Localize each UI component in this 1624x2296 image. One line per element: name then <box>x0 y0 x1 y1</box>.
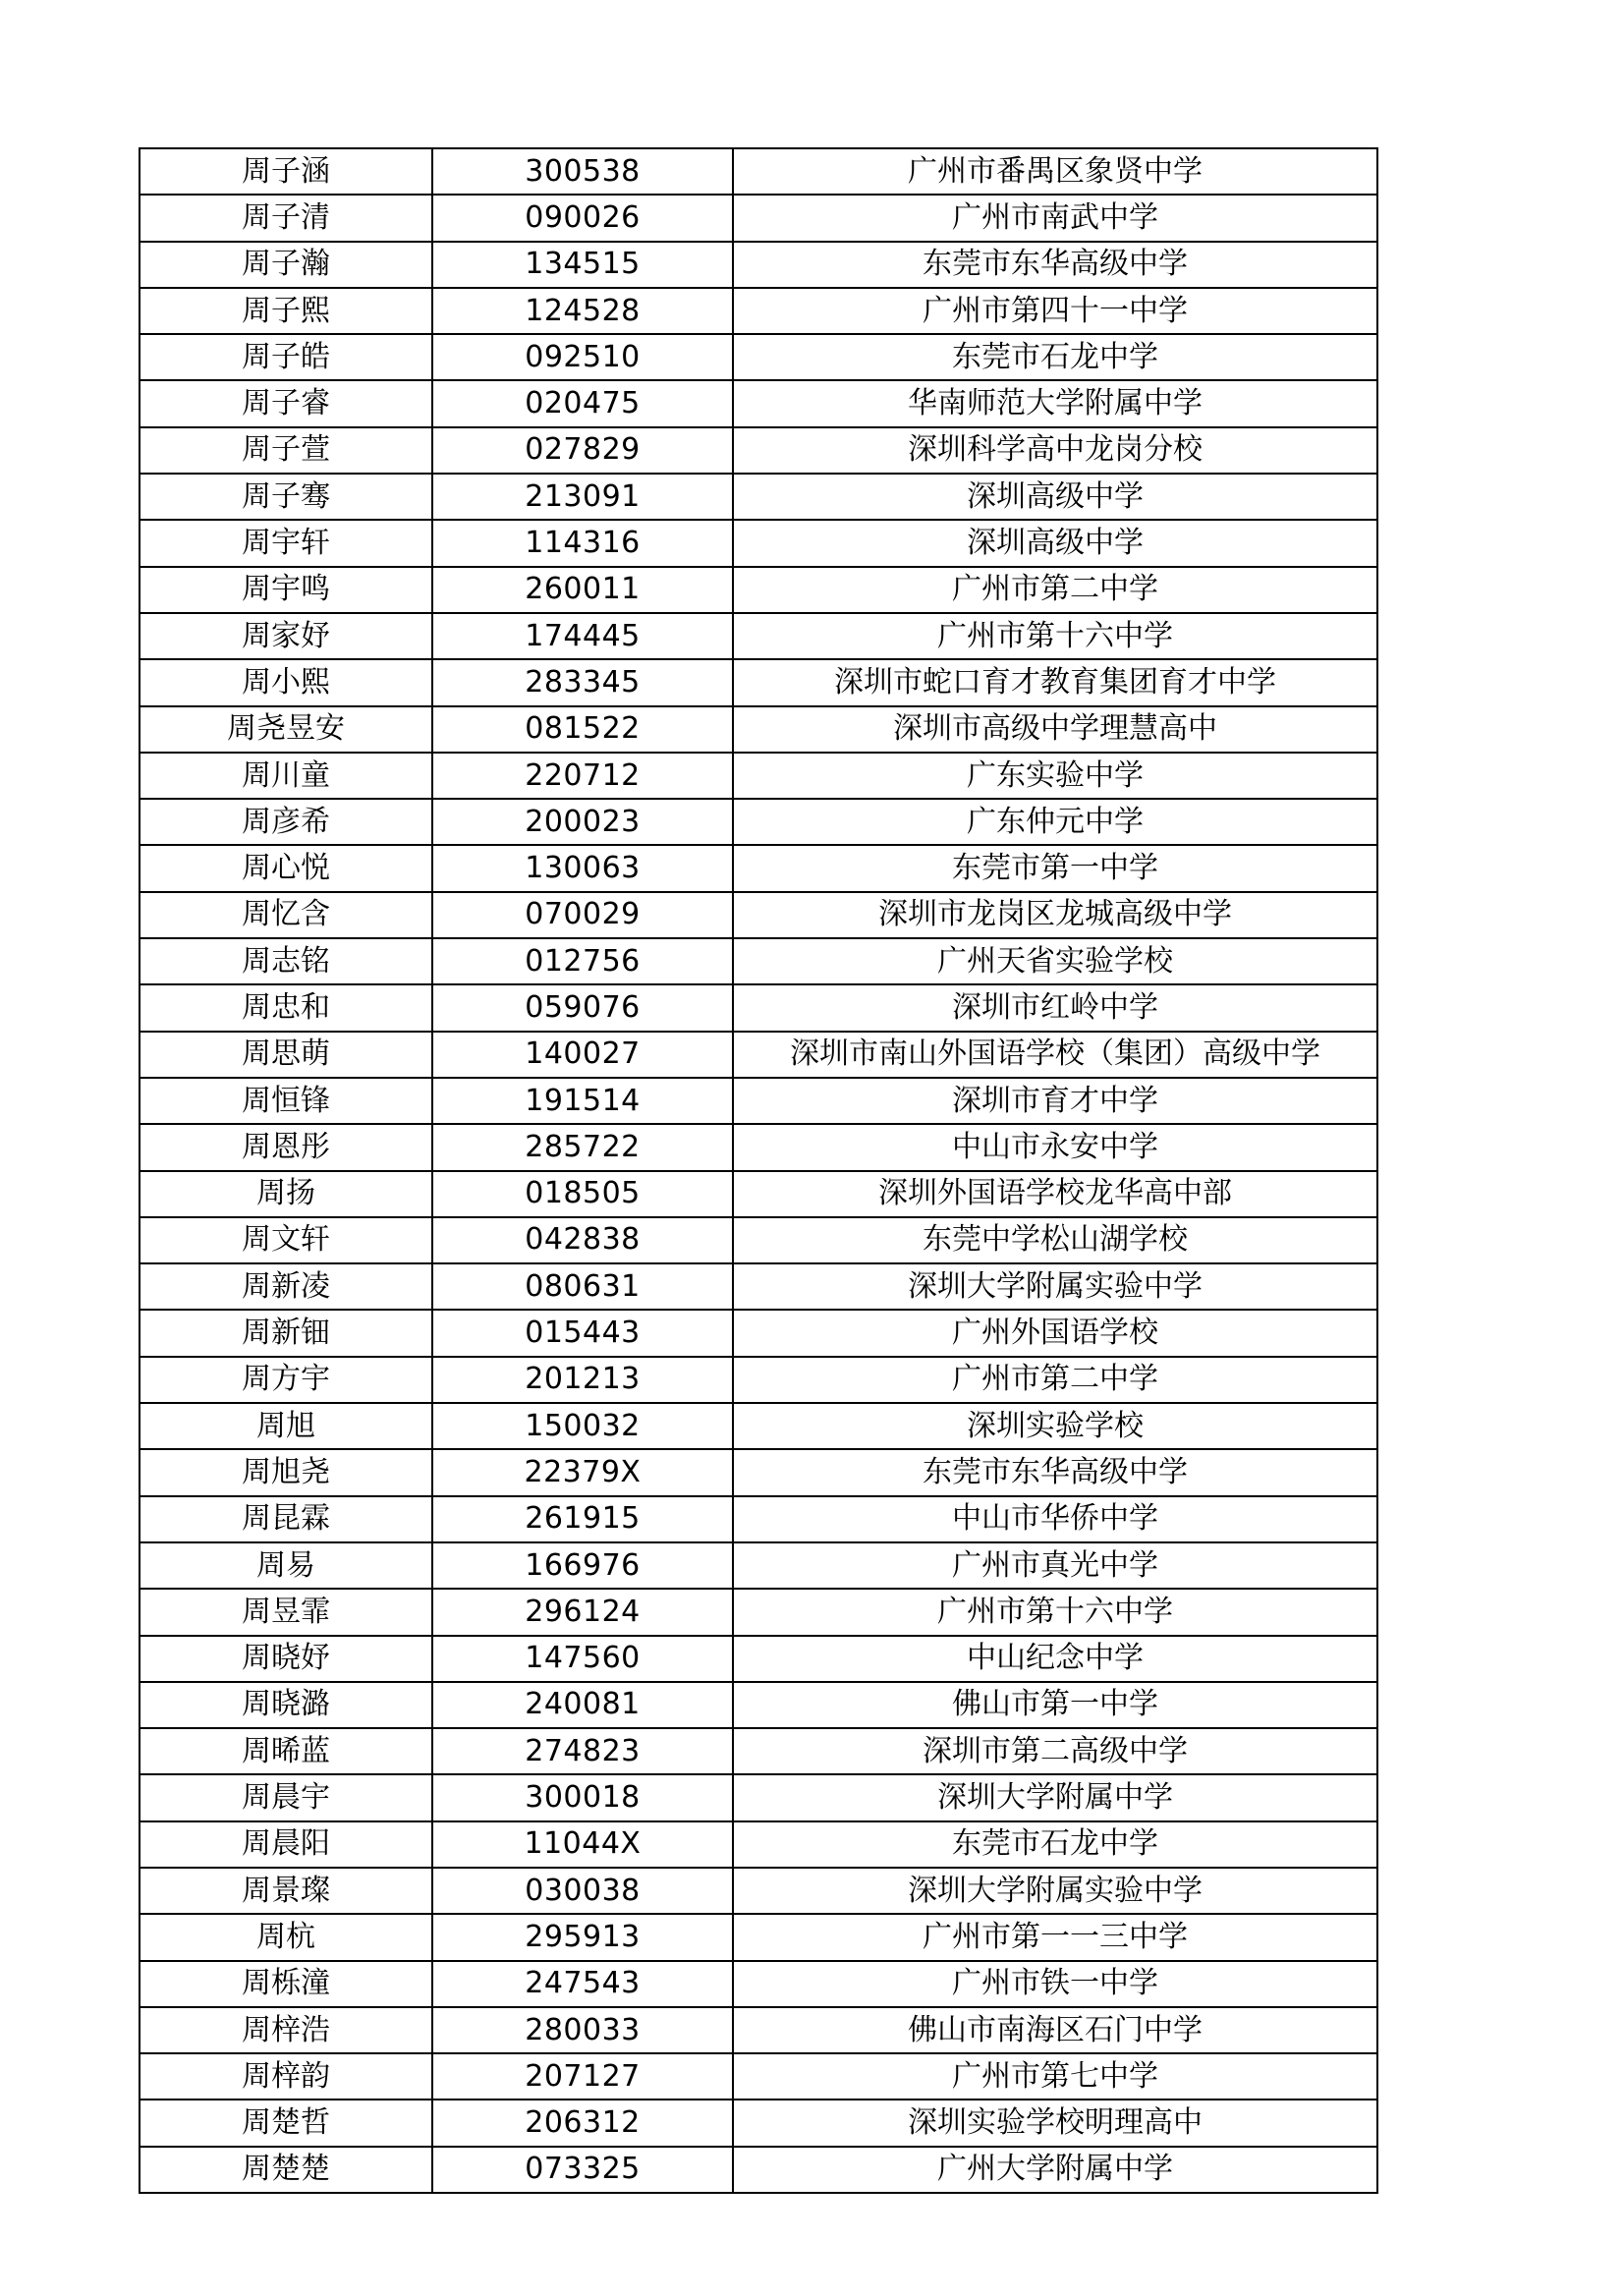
school-name-cell: 广州市番禺区象贤中学 <box>733 148 1377 195</box>
student-id-cell: 027829 <box>432 427 733 474</box>
student-name-cell: 周杭 <box>140 1914 432 1960</box>
student-id-cell: 092510 <box>432 334 733 380</box>
table-row <box>140 1821 1377 1868</box>
student-id-cell: 015443 <box>432 1310 733 1356</box>
student-id-cell: 274823 <box>432 1728 733 1774</box>
school-name-cell: 深圳外国语学校龙华高中部 <box>733 1171 1377 1217</box>
student-id-cell: 140027 <box>432 1032 733 1078</box>
student-name-cell: 周子涵 <box>140 148 432 195</box>
school-name-cell: 中山纪念中学 <box>733 1636 1377 1682</box>
school-name-cell: 东莞中学松山湖学校 <box>733 1217 1377 1263</box>
student-id-cell: 295913 <box>432 1914 733 1960</box>
student-id-cell: 012756 <box>432 938 733 984</box>
school-name-cell: 深圳大学附属实验中学 <box>733 1868 1377 1914</box>
table-row <box>140 1449 1377 1495</box>
student-name-cell: 周宇鸣 <box>140 567 432 613</box>
school-name-cell: 广州市第十六中学 <box>733 1589 1377 1635</box>
table-row <box>140 1263 1377 1310</box>
student-name-cell: 周川童 <box>140 753 432 799</box>
student-id-cell: 114316 <box>432 520 733 566</box>
student-id-cell: 261915 <box>432 1496 733 1542</box>
student-name-cell: 周扬 <box>140 1171 432 1217</box>
school-name-cell: 广州市第十六中学 <box>733 613 1377 659</box>
student-name-cell: 周子睿 <box>140 380 432 426</box>
student-id-cell: 018505 <box>432 1171 733 1217</box>
student-id-cell: 090026 <box>432 195 733 241</box>
table-row <box>140 1124 1377 1170</box>
table-row <box>140 1682 1377 1728</box>
student-id-cell: 200023 <box>432 799 733 845</box>
student-id-cell: 124528 <box>432 288 733 334</box>
table-row <box>140 845 1377 891</box>
student-name-cell: 周忆含 <box>140 892 432 938</box>
school-name-cell: 深圳市红岭中学 <box>733 984 1377 1031</box>
student-id-cell: 042838 <box>432 1217 733 1263</box>
student-name-cell: 周恒锋 <box>140 1078 432 1124</box>
student-id-cell: 206312 <box>432 2100 733 2146</box>
student-name-cell: 周昱霏 <box>140 1589 432 1635</box>
student-name-cell: 周子皓 <box>140 334 432 380</box>
table-row <box>140 753 1377 799</box>
school-name-cell: 深圳大学附属中学 <box>733 1774 1377 1820</box>
student-id-cell: 150032 <box>432 1403 733 1449</box>
student-name-cell: 周楚楚 <box>140 2147 432 2193</box>
school-name-cell: 中山市华侨中学 <box>733 1496 1377 1542</box>
school-name-cell: 东莞市石龙中学 <box>733 1821 1377 1868</box>
school-name-cell: 东莞市东华高级中学 <box>733 1449 1377 1495</box>
student-name-cell: 周晨宇 <box>140 1774 432 1820</box>
table-row <box>140 242 1377 288</box>
school-name-cell: 华南师范大学附属中学 <box>733 380 1377 426</box>
school-name-cell: 广东仲元中学 <box>733 799 1377 845</box>
student-id-cell: 300018 <box>432 1774 733 1820</box>
school-name-cell: 广州市铁一中学 <box>733 1961 1377 2007</box>
student-name-cell: 周忠和 <box>140 984 432 1031</box>
student-id-cell: 22379X <box>432 1449 733 1495</box>
student-id-cell: 166976 <box>432 1542 733 1589</box>
student-name-cell: 周晓潞 <box>140 1682 432 1728</box>
school-name-cell: 深圳实验学校 <box>733 1403 1377 1449</box>
student-id-cell: 070029 <box>432 892 733 938</box>
table-row <box>140 380 1377 426</box>
student-id-cell: 213091 <box>432 474 733 520</box>
table-row <box>140 1310 1377 1356</box>
student-id-cell: 147560 <box>432 1636 733 1682</box>
table-row <box>140 2007 1377 2053</box>
school-name-cell: 深圳大学附属实验中学 <box>733 1263 1377 1310</box>
school-name-cell: 广州市第七中学 <box>733 2053 1377 2100</box>
school-name-cell: 佛山市南海区石门中学 <box>733 2007 1377 2053</box>
school-name-cell: 广州天省实验学校 <box>733 938 1377 984</box>
school-name-cell: 广州市第二中学 <box>733 1357 1377 1403</box>
student-name-cell: 周新凌 <box>140 1263 432 1310</box>
school-name-cell: 深圳实验学校明理高中 <box>733 2100 1377 2146</box>
student-name-cell: 周晨阳 <box>140 1821 432 1868</box>
student-name-cell: 周子萱 <box>140 427 432 474</box>
school-name-cell: 深圳市第二高级中学 <box>733 1728 1377 1774</box>
student-id-cell: 220712 <box>432 753 733 799</box>
student-name-cell: 周尧昱安 <box>140 706 432 753</box>
student-name-cell: 周景璨 <box>140 1868 432 1914</box>
student-id-cell: 073325 <box>432 2147 733 2193</box>
table-row <box>140 938 1377 984</box>
school-name-cell: 广州市南武中学 <box>733 195 1377 241</box>
school-name-cell: 深圳市育才中学 <box>733 1078 1377 1124</box>
table-row <box>140 520 1377 566</box>
student-id-cell: 285722 <box>432 1124 733 1170</box>
school-name-cell: 东莞市石龙中学 <box>733 334 1377 380</box>
student-name-cell: 周子瀚 <box>140 242 432 288</box>
table-row <box>140 1774 1377 1820</box>
student-name-cell: 周新钿 <box>140 1310 432 1356</box>
school-name-cell: 深圳市蛇口育才教育集团育才中学 <box>733 659 1377 705</box>
roster-sheet <box>139 147 1376 2194</box>
student-id-cell: 059076 <box>432 984 733 1031</box>
student-id-cell: 174445 <box>432 613 733 659</box>
student-name-cell: 周彦希 <box>140 799 432 845</box>
table-row <box>140 567 1377 613</box>
table-row <box>140 1496 1377 1542</box>
student-id-cell: 247543 <box>432 1961 733 2007</box>
school-name-cell: 深圳市南山外国语学校（集团）高级中学 <box>733 1032 1377 1078</box>
school-name-cell: 广州市第四十一中学 <box>733 288 1377 334</box>
table-row <box>140 1542 1377 1589</box>
student-name-cell: 周思萌 <box>140 1032 432 1078</box>
student-name-cell: 周栎潼 <box>140 1961 432 2007</box>
school-name-cell: 中山市永安中学 <box>733 1124 1377 1170</box>
roster-table-body <box>140 148 1377 2193</box>
school-name-cell: 广州市第二中学 <box>733 567 1377 613</box>
student-name-cell: 周家妤 <box>140 613 432 659</box>
table-row <box>140 288 1377 334</box>
table-row <box>140 1728 1377 1774</box>
student-id-cell: 201213 <box>432 1357 733 1403</box>
table-row <box>140 1357 1377 1403</box>
student-name-cell: 周昆霖 <box>140 1496 432 1542</box>
student-name-cell: 周心悦 <box>140 845 432 891</box>
student-id-cell: 11044X <box>432 1821 733 1868</box>
table-row <box>140 613 1377 659</box>
student-id-cell: 283345 <box>432 659 733 705</box>
student-name-cell: 周子清 <box>140 195 432 241</box>
student-name-cell: 周志铭 <box>140 938 432 984</box>
school-name-cell: 东莞市东华高级中学 <box>733 242 1377 288</box>
school-name-cell: 深圳科学高中龙岗分校 <box>733 427 1377 474</box>
table-row <box>140 1217 1377 1263</box>
student-name-cell: 周梓浩 <box>140 2007 432 2053</box>
student-id-cell: 030038 <box>432 1868 733 1914</box>
student-name-cell: 周小熙 <box>140 659 432 705</box>
student-id-cell: 260011 <box>432 567 733 613</box>
table-row <box>140 334 1377 380</box>
student-id-cell: 134515 <box>432 242 733 288</box>
table-row <box>140 706 1377 753</box>
student-id-cell: 081522 <box>432 706 733 753</box>
table-row <box>140 659 1377 705</box>
table-row <box>140 1636 1377 1682</box>
school-name-cell: 深圳高级中学 <box>733 520 1377 566</box>
table-row <box>140 1868 1377 1914</box>
student-id-cell: 080631 <box>432 1263 733 1310</box>
table-row <box>140 1589 1377 1635</box>
table-row <box>140 1078 1377 1124</box>
student-id-cell: 207127 <box>432 2053 733 2100</box>
school-name-cell: 广州大学附属中学 <box>733 2147 1377 2193</box>
school-name-cell: 深圳高级中学 <box>733 474 1377 520</box>
school-name-cell: 广州市第一一三中学 <box>733 1914 1377 1960</box>
school-name-cell: 广东实验中学 <box>733 753 1377 799</box>
student-id-cell: 240081 <box>432 1682 733 1728</box>
student-name-cell: 周文轩 <box>140 1217 432 1263</box>
student-name-cell: 周子熙 <box>140 288 432 334</box>
student-id-cell: 296124 <box>432 1589 733 1635</box>
table-row <box>140 148 1377 195</box>
student-name-cell: 周旭 <box>140 1403 432 1449</box>
student-name-cell: 周梓韵 <box>140 2053 432 2100</box>
school-name-cell: 广州外国语学校 <box>733 1310 1377 1356</box>
table-row <box>140 2100 1377 2146</box>
student-name-cell: 周楚哲 <box>140 2100 432 2146</box>
student-id-cell: 020475 <box>432 380 733 426</box>
student-id-cell: 130063 <box>432 845 733 891</box>
student-id-cell: 300538 <box>432 148 733 195</box>
table-row <box>140 984 1377 1031</box>
student-name-cell: 周宇轩 <box>140 520 432 566</box>
student-name-cell: 周旭尧 <box>140 1449 432 1495</box>
table-row <box>140 799 1377 845</box>
student-name-cell: 周晞蓝 <box>140 1728 432 1774</box>
school-name-cell: 佛山市第一中学 <box>733 1682 1377 1728</box>
table-row <box>140 474 1377 520</box>
table-row <box>140 1961 1377 2007</box>
table-row <box>140 1171 1377 1217</box>
table-row <box>140 1032 1377 1078</box>
school-name-cell: 深圳市龙岗区龙城高级中学 <box>733 892 1377 938</box>
roster-table <box>139 147 1378 2194</box>
table-row <box>140 195 1377 241</box>
student-name-cell: 周易 <box>140 1542 432 1589</box>
student-name-cell: 周方宇 <box>140 1357 432 1403</box>
table-row <box>140 1403 1377 1449</box>
student-id-cell: 191514 <box>432 1078 733 1124</box>
school-name-cell: 东莞市第一中学 <box>733 845 1377 891</box>
school-name-cell: 广州市真光中学 <box>733 1542 1377 1589</box>
table-row <box>140 1914 1377 1960</box>
student-name-cell: 周晓妤 <box>140 1636 432 1682</box>
table-row <box>140 2147 1377 2193</box>
student-name-cell: 周子骞 <box>140 474 432 520</box>
student-name-cell: 周恩彤 <box>140 1124 432 1170</box>
school-name-cell: 深圳市高级中学理慧高中 <box>733 706 1377 753</box>
table-row <box>140 427 1377 474</box>
table-row <box>140 2053 1377 2100</box>
table-row <box>140 892 1377 938</box>
student-id-cell: 280033 <box>432 2007 733 2053</box>
